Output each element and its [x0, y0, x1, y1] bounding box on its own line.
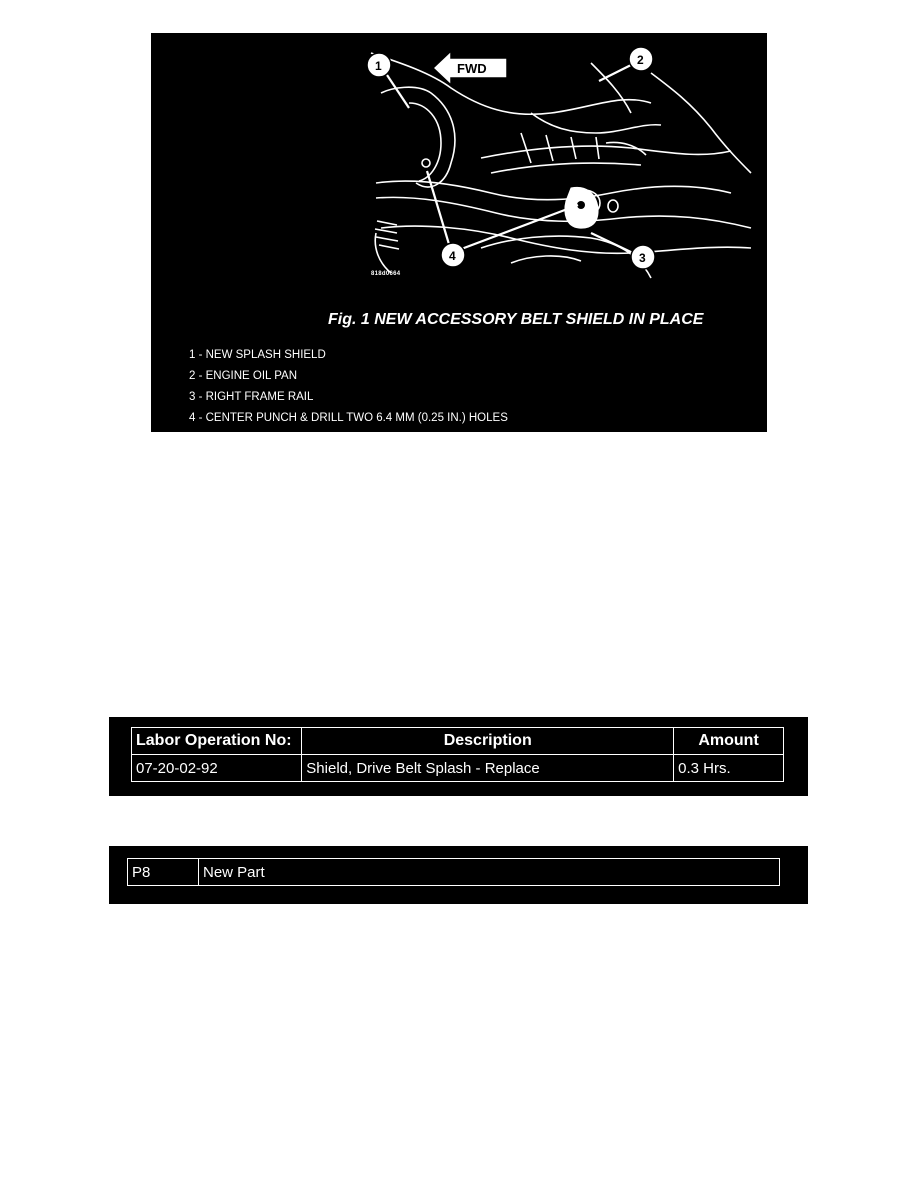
figure-panel — [151, 33, 767, 432]
svg-text:4: 4 — [449, 249, 456, 263]
table-row — [132, 755, 784, 782]
part-band — [109, 846, 808, 904]
svg-text:2: 2 — [637, 53, 644, 67]
legend-item: 1 - NEW SPLASH SHIELD — [189, 349, 326, 361]
engine-illustration — [151, 33, 767, 293]
figure-caption: Fig. 1 NEW ACCESSORY BELT SHIELD IN PLACE — [328, 311, 704, 328]
part-table — [127, 858, 780, 886]
table-cell: P8 — [128, 859, 199, 886]
labor-operation-table — [131, 727, 784, 782]
legend-item: 3 - RIGHT FRAME RAIL — [189, 391, 314, 403]
table-cell: Shield, Drive Belt Splash - Replace — [302, 755, 674, 782]
table-cell: New Part — [199, 859, 780, 886]
table-cell: 07-20-02-92 — [132, 755, 302, 782]
column-header: Labor Operation No: — [132, 728, 302, 755]
column-header: Amount — [674, 728, 784, 755]
table-header-row — [132, 728, 784, 755]
figure-legend — [189, 348, 508, 432]
svg-text:FWD: FWD — [457, 61, 487, 76]
legend-item: 4 - CENTER PUNCH & DRILL TWO 6.4 MM (0.25 IN.) HOLES — [189, 412, 508, 424]
svg-text:1: 1 — [375, 59, 382, 73]
legend-item: 2 - ENGINE OIL PAN — [189, 370, 297, 382]
column-header: Description — [302, 728, 674, 755]
labor-operation-band — [109, 717, 808, 796]
table-row — [128, 859, 780, 886]
fwd-arrow-icon — [433, 51, 507, 85]
figure-code-id: 818d0664 — [371, 271, 401, 277]
table-cell: 0.3 Hrs. — [674, 755, 784, 782]
svg-text:3: 3 — [639, 251, 646, 265]
